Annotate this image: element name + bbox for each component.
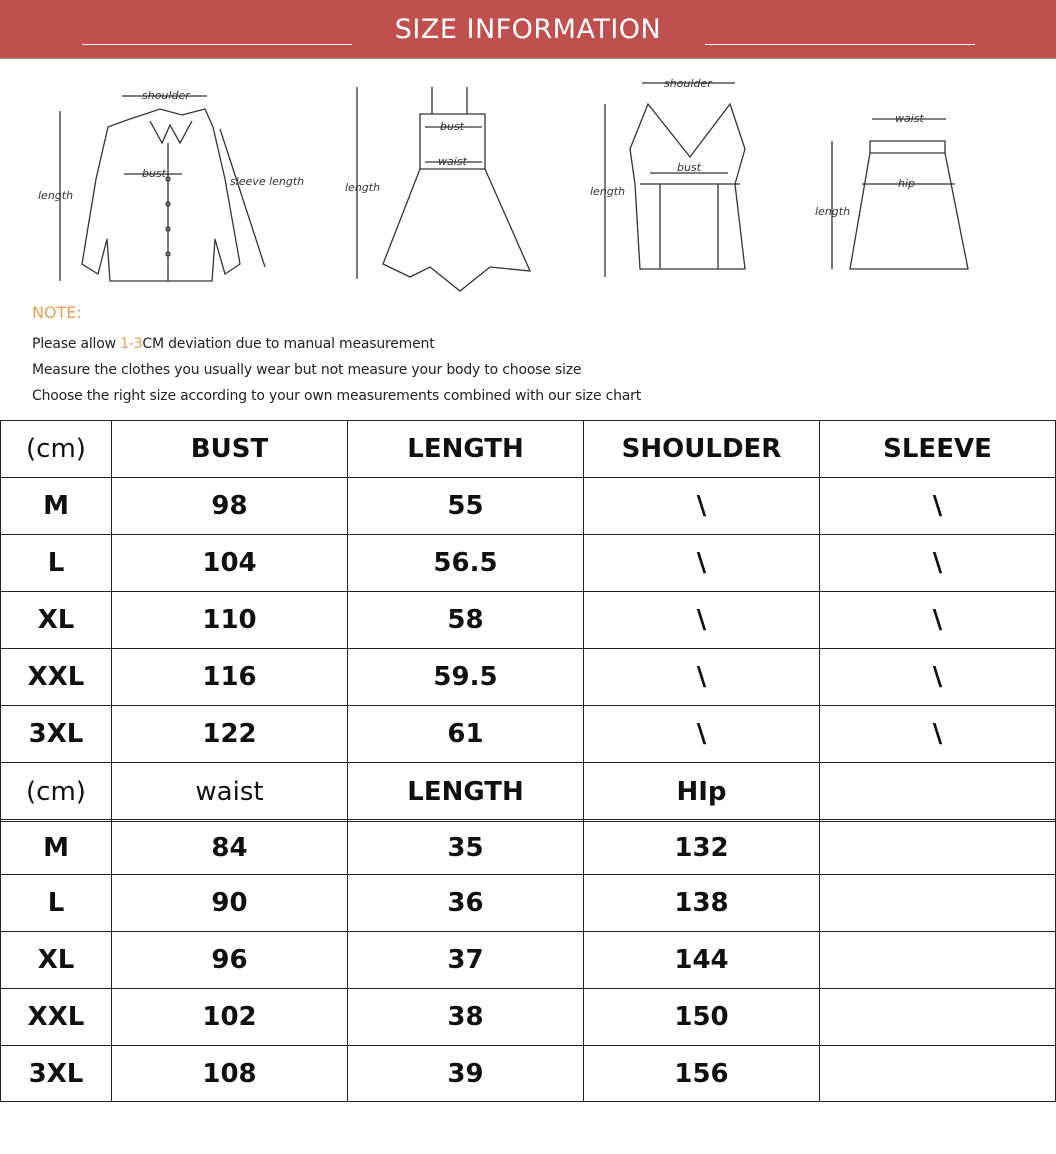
table-cell — [820, 875, 1056, 932]
table-cell: 144 — [584, 932, 820, 989]
table-cell: 56.5 — [348, 535, 584, 592]
table-cell: 116 — [112, 649, 348, 706]
header-cell: SHOULDER — [584, 421, 820, 478]
table-cell: 37 — [348, 932, 584, 989]
header-cell — [820, 763, 1056, 822]
table-cell: \ — [820, 535, 1056, 592]
table-row — [1, 932, 1056, 989]
header-cell: waist — [112, 763, 348, 822]
table-cell: 102 — [112, 989, 348, 1046]
table-cell: \ — [820, 649, 1056, 706]
shirt-diagram — [38, 89, 304, 281]
skirt-waist-label: waist — [895, 112, 924, 125]
table-cell: 132 — [584, 822, 820, 875]
shirt-shoulder-label: shoulder — [142, 89, 190, 102]
table-cell: 39 — [348, 1046, 584, 1102]
header-cell: LENGTH — [348, 421, 584, 478]
table-row — [1, 989, 1056, 1046]
table-cell — [820, 989, 1056, 1046]
top-size-table — [0, 420, 1056, 820]
table-cell: 55 — [348, 478, 584, 535]
header-cell: (cm) — [1, 421, 112, 478]
table-cell: 90 — [112, 875, 348, 932]
table-cell: 138 — [584, 875, 820, 932]
table-cell: \ — [820, 478, 1056, 535]
table-row — [1, 478, 1056, 535]
skirt-diagram — [815, 112, 968, 269]
table-cell: 36 — [348, 875, 584, 932]
table-cell: 150 — [584, 989, 820, 1046]
table-cell: 84 — [112, 822, 348, 875]
table-row — [1, 592, 1056, 649]
table-cell: \ — [584, 592, 820, 649]
table-cell: 61 — [348, 706, 584, 763]
table-cell: XL — [1, 932, 112, 989]
table-cell: \ — [820, 706, 1056, 763]
table-row — [1, 875, 1056, 932]
table-row — [1, 1046, 1056, 1102]
note-line-2: Measure the clothes you usually wear but not measure your body to choose size — [32, 362, 582, 378]
table-cell: 122 — [112, 706, 348, 763]
table-cell: \ — [820, 592, 1056, 649]
shirt-bust-label: bust — [142, 167, 166, 180]
shirt-sleeve-label: sleeve length — [230, 175, 305, 188]
banner-title: SIZE INFORMATION — [394, 14, 662, 45]
table-cell: 108 — [112, 1046, 348, 1102]
note-line-1: Please allow 1-3CM deviation due to manual measurement — [32, 336, 435, 352]
bottom-size-table — [0, 762, 1056, 1102]
table-cell: 110 — [112, 592, 348, 649]
table-row — [1, 706, 1056, 763]
table-cell: \ — [584, 649, 820, 706]
measurement-diagrams — [0, 58, 1056, 420]
table-cell: L — [1, 535, 112, 592]
table-cell: \ — [584, 706, 820, 763]
table-cell: 104 — [112, 535, 348, 592]
header-cell: SLEEVE — [820, 421, 1056, 478]
banner-rule-right — [705, 44, 975, 45]
header-cell: BUST — [112, 421, 348, 478]
table-cell: 58 — [348, 592, 584, 649]
header-cell: HIp — [584, 763, 820, 822]
table-cell: XL — [1, 592, 112, 649]
header-cell: LENGTH — [348, 763, 584, 822]
table-row — [1, 535, 1056, 592]
dress-waist-label: waist — [438, 155, 467, 168]
table-cell: 96 — [112, 932, 348, 989]
table-cell: 38 — [348, 989, 584, 1046]
table-cell: 35 — [348, 822, 584, 875]
table-cell — [820, 822, 1056, 875]
table-cell: XXL — [1, 649, 112, 706]
table-cell: M — [1, 822, 112, 875]
table-cell: XXL — [1, 989, 112, 1046]
shirt-length-label: length — [38, 189, 74, 202]
note-line-3: Choose the right size according to your own measurements combined with our size chart — [32, 388, 642, 404]
note-heading: NOTE: — [32, 303, 82, 322]
dress-bust-label: bust — [440, 120, 464, 133]
table-row — [1, 649, 1056, 706]
table-cell — [820, 1046, 1056, 1102]
table-cell: L — [1, 875, 112, 932]
dress-diagram — [345, 87, 530, 291]
table-cell: 3XL — [1, 706, 112, 763]
table-cell: M — [1, 478, 112, 535]
header-cell: (cm) — [1, 763, 112, 822]
skirt-hip-label: hip — [898, 177, 916, 190]
table-row — [1, 822, 1056, 875]
skirt-length-label: length — [815, 205, 851, 218]
cami-bust-label: bust — [677, 161, 701, 174]
table-cell — [820, 932, 1056, 989]
table-cell: \ — [584, 535, 820, 592]
dress-length-label: length — [345, 181, 381, 194]
table-cell: 156 — [584, 1046, 820, 1102]
cami-shoulder-label: shoulder — [664, 77, 712, 90]
table-cell: \ — [584, 478, 820, 535]
table-header-row — [1, 763, 1056, 822]
table-header-row — [1, 421, 1056, 478]
table-cell: 59.5 — [348, 649, 584, 706]
cami-length-label: length — [590, 185, 626, 198]
size-info-banner — [0, 0, 1056, 58]
cami-diagram — [590, 77, 745, 277]
size-notes — [32, 303, 641, 414]
table-cell: 98 — [112, 478, 348, 535]
table-cell: 3XL — [1, 1046, 112, 1102]
